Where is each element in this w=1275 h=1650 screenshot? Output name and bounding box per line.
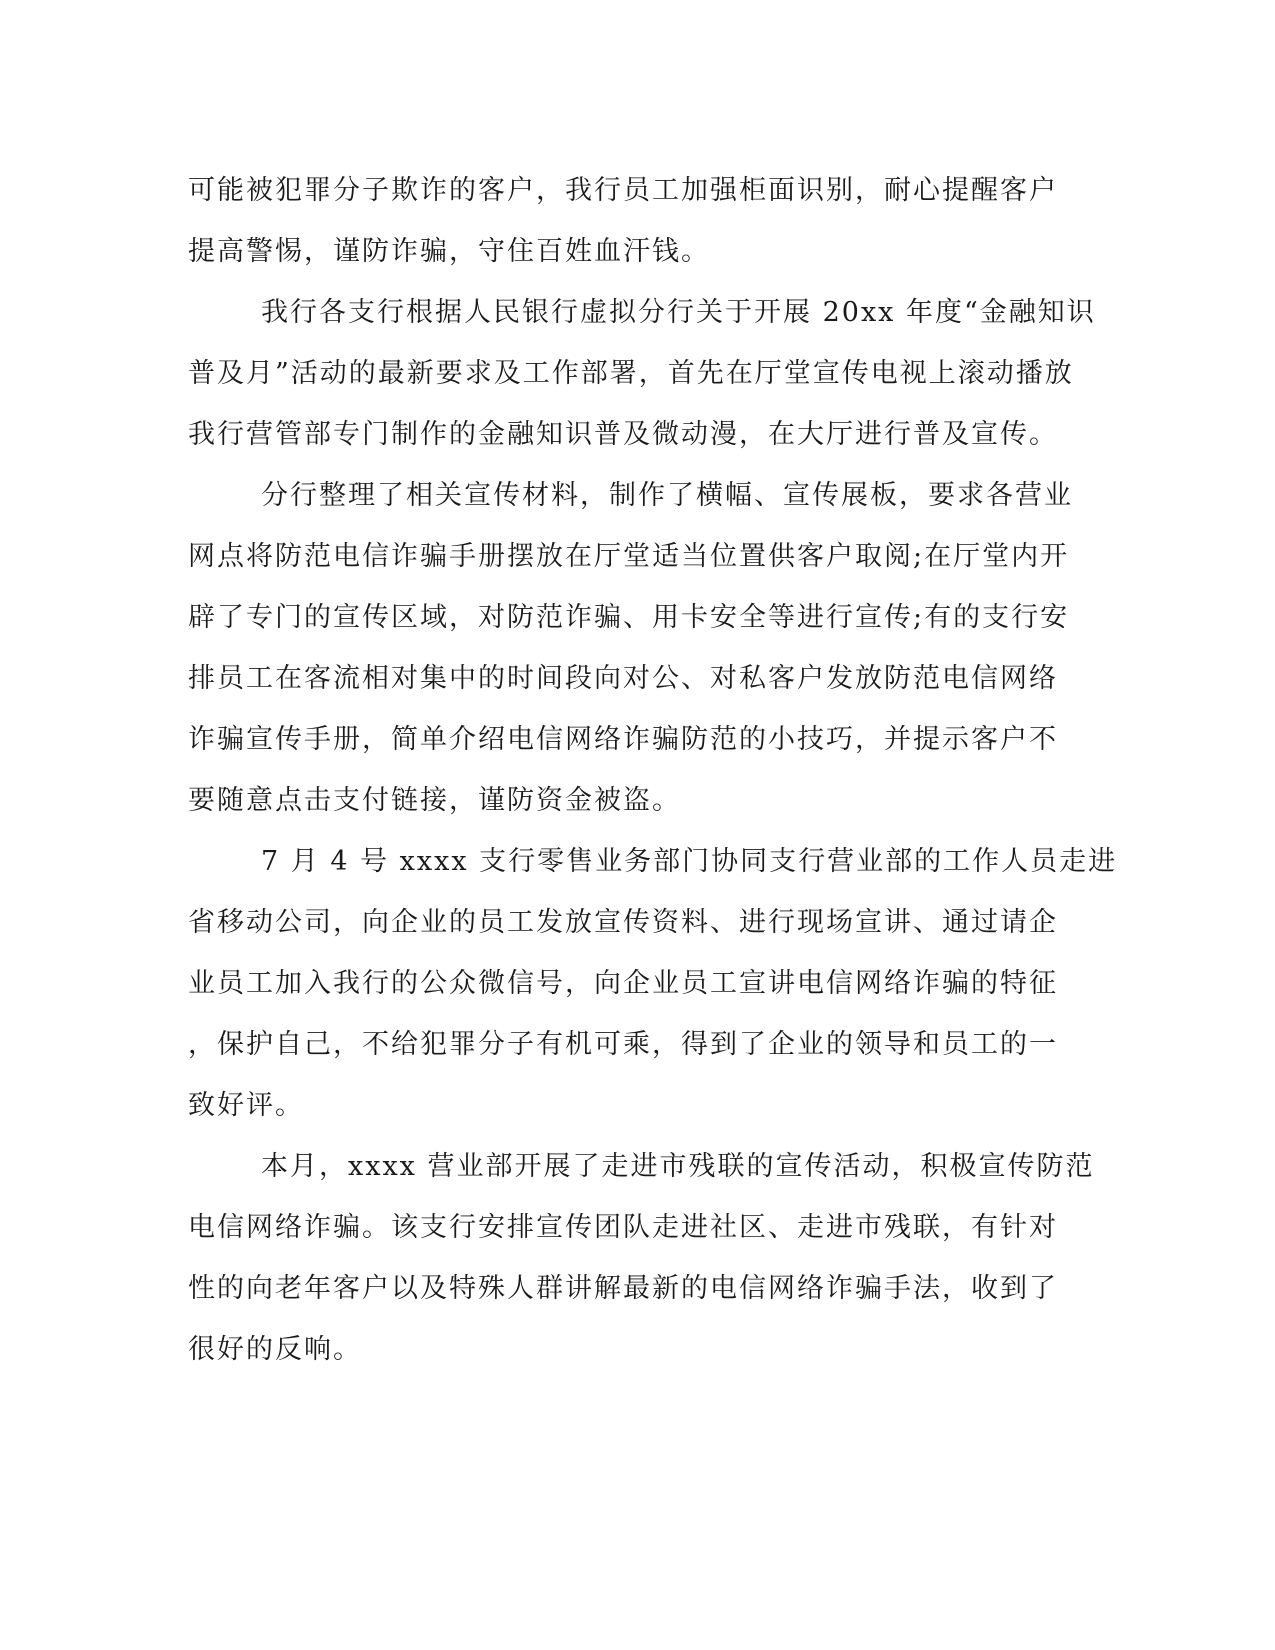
text-line: 辟了专门的宣传区域，对防范诈骗、用卡安全等进行宣传;有的支行安	[188, 602, 1070, 633]
paragraph-5	[188, 1136, 1095, 1380]
text-line: 分行整理了相关宣传材料，制作了横幅、宣传展板，要求各营业	[261, 480, 1073, 511]
paragraph-2	[188, 282, 1096, 465]
paragraph-3	[188, 465, 1073, 831]
text-line: 我行营管部专门制作的金融知识普及微动漫，在大厅进行普及宣传。	[188, 419, 1058, 450]
text-line: 要随意点击支付链接，谨防资金被盗。	[188, 785, 681, 816]
text-line: 提高警惕，谨防诈骗，守住百姓血汗钱。	[188, 236, 710, 267]
text-line: 可能被犯罪分子欺诈的客户，我行员工加强柜面识别，耐心提醒客户	[188, 175, 1058, 206]
document-body	[188, 160, 1118, 1380]
text-line: 很好的反响。	[188, 1334, 362, 1365]
text-line: 性的向老年客户以及特殊人群讲解最新的电信网络诈骗手法，收到了	[188, 1273, 1058, 1304]
paragraph-1	[188, 160, 1068, 282]
text-line: 排员工在客流相对集中的时间段向对公、对私客户发放防范电信网络	[188, 663, 1058, 694]
text-line: 电信网络诈骗。该支行安排宣传团队走进社区、走进市残联，有针对	[188, 1212, 1058, 1243]
text-line: 省移动公司，向企业的员工发放宣传资料、进行现场宣讲、通过请企	[188, 907, 1058, 938]
text-line: 致好评。	[188, 1090, 304, 1121]
text-line: 本月，xxxx 营业部开展了走进市残联的宣传活动，积极宣传防范	[261, 1151, 1095, 1182]
text-line: 7 月 4 号 xxxx 支行零售业务部门协同支行营业部的工作人员走进	[261, 846, 1118, 877]
text-line: 普及月”活动的最新要求及工作部署，首先在厅堂宣传电视上滚动播放	[188, 358, 1074, 389]
text-line: 诈骗宣传手册，简单介绍电信网络诈骗防范的小技巧，并提示客户不	[188, 724, 1058, 755]
text-line: 网点将防范电信诈骗手册摆放在厅堂适当位置供客户取阅;在厅堂内开	[188, 541, 1070, 572]
text-line: 业员工加入我行的公众微信号，向企业员工宣讲电信网络诈骗的特征	[188, 968, 1058, 999]
text-line: ，保护自己，不给犯罪分子有机可乘，得到了企业的领导和员工的一	[188, 1029, 1058, 1060]
text-line: 我行各支行根据人民银行虚拟分行关于开展 20xx 年度“金融知识	[261, 297, 1096, 328]
paragraph-4	[188, 831, 1118, 1136]
